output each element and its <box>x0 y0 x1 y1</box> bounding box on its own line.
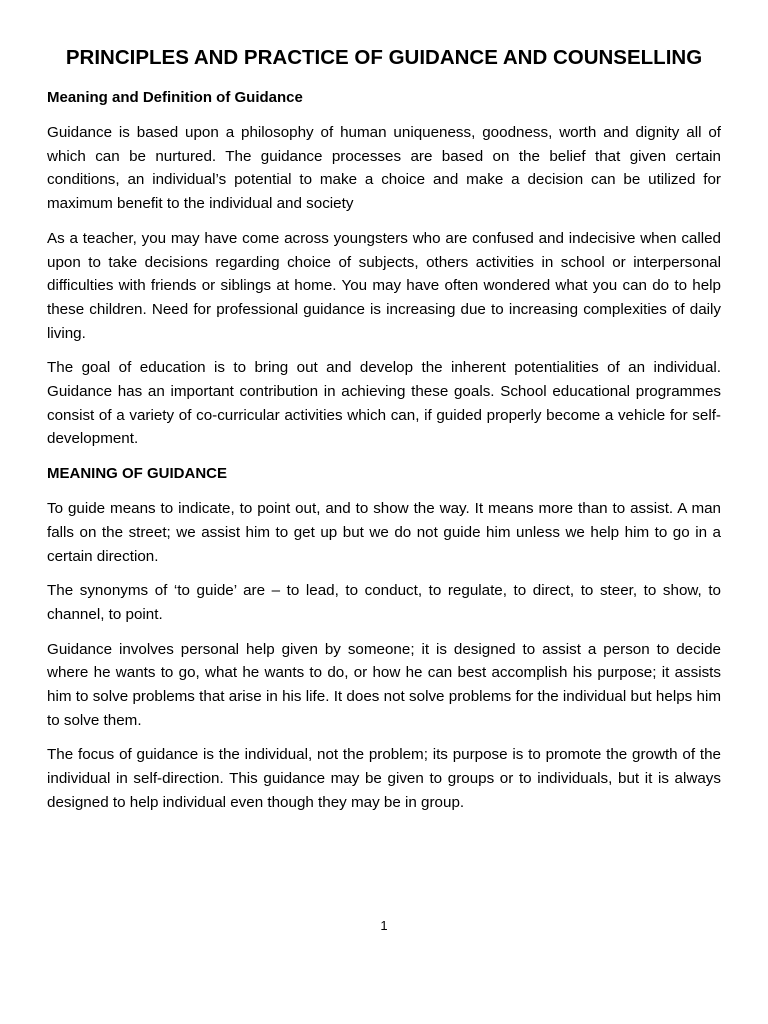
page-number: 1 <box>380 918 388 933</box>
section-meaning-of-guidance <box>47 462 721 814</box>
section-heading: MEANING OF GUIDANCE <box>47 465 227 483</box>
body-paragraph: As a teacher, you may have come across youngsters who are confused and indecisive when called upon to take decisions regarding choice of subjects, others activities in school or interpersonal difficulties with friends or siblings at home. You may have often wondered what you can do to help these children. Need for professional guidance is increasing due to increasing complexities of daily living. <box>47 229 721 342</box>
section-heading: Meaning and Definition of Guidance <box>47 89 303 106</box>
body-paragraph: Guidance involves personal help given by someone; it is designed to assist a person to decide where he wants to go, what he wants to do, or how he can best accomplish his purpose; it assists him to solve problems that arise in his life. It does not solve problems for the individual but helps him to solve them. <box>47 640 721 729</box>
body-paragraph: The goal of education is to bring out and develop the inherent potentialities of an individual. Guidance has an important contribution in achieving these goals. School educational programmes consist of a variety of co-curricular activities which can, if guided properly become a vehicle for self-development. <box>47 359 721 448</box>
page-title: PRINCIPLES AND PRACTICE OF GUIDANCE AND COUNSELLING <box>65 46 703 69</box>
body-paragraph: The synonyms of ‘to guide’ are – to lead, to conduct, to regulate, to direct, to steer, to show, to channel, to point. <box>47 582 721 623</box>
body-paragraph: The focus of guidance is the individual, not the problem; its purpose is to promote the growth of the individual in self-direction. This guidance may be given to groups or to individuals, but it is always designed to help individual even though they may be in group. <box>47 746 721 811</box>
body-paragraph: Guidance is based upon a philosophy of human uniqueness, goodness, worth and dignity all of which can be nurtured. The guidance processes are based on the belief that given certain conditions, an individual’s potential to make a choice and make a decision can be utilized for maximum benefit to the individual and society <box>47 124 721 213</box>
section-meaning-and-definition <box>47 86 721 451</box>
body-paragraph: To guide means to indicate, to point out, and to show the way. It means more than to assist. A man falls on the street; we assist him to get up but we do not guide him unless we help him to go in a certain direction. <box>47 500 721 565</box>
